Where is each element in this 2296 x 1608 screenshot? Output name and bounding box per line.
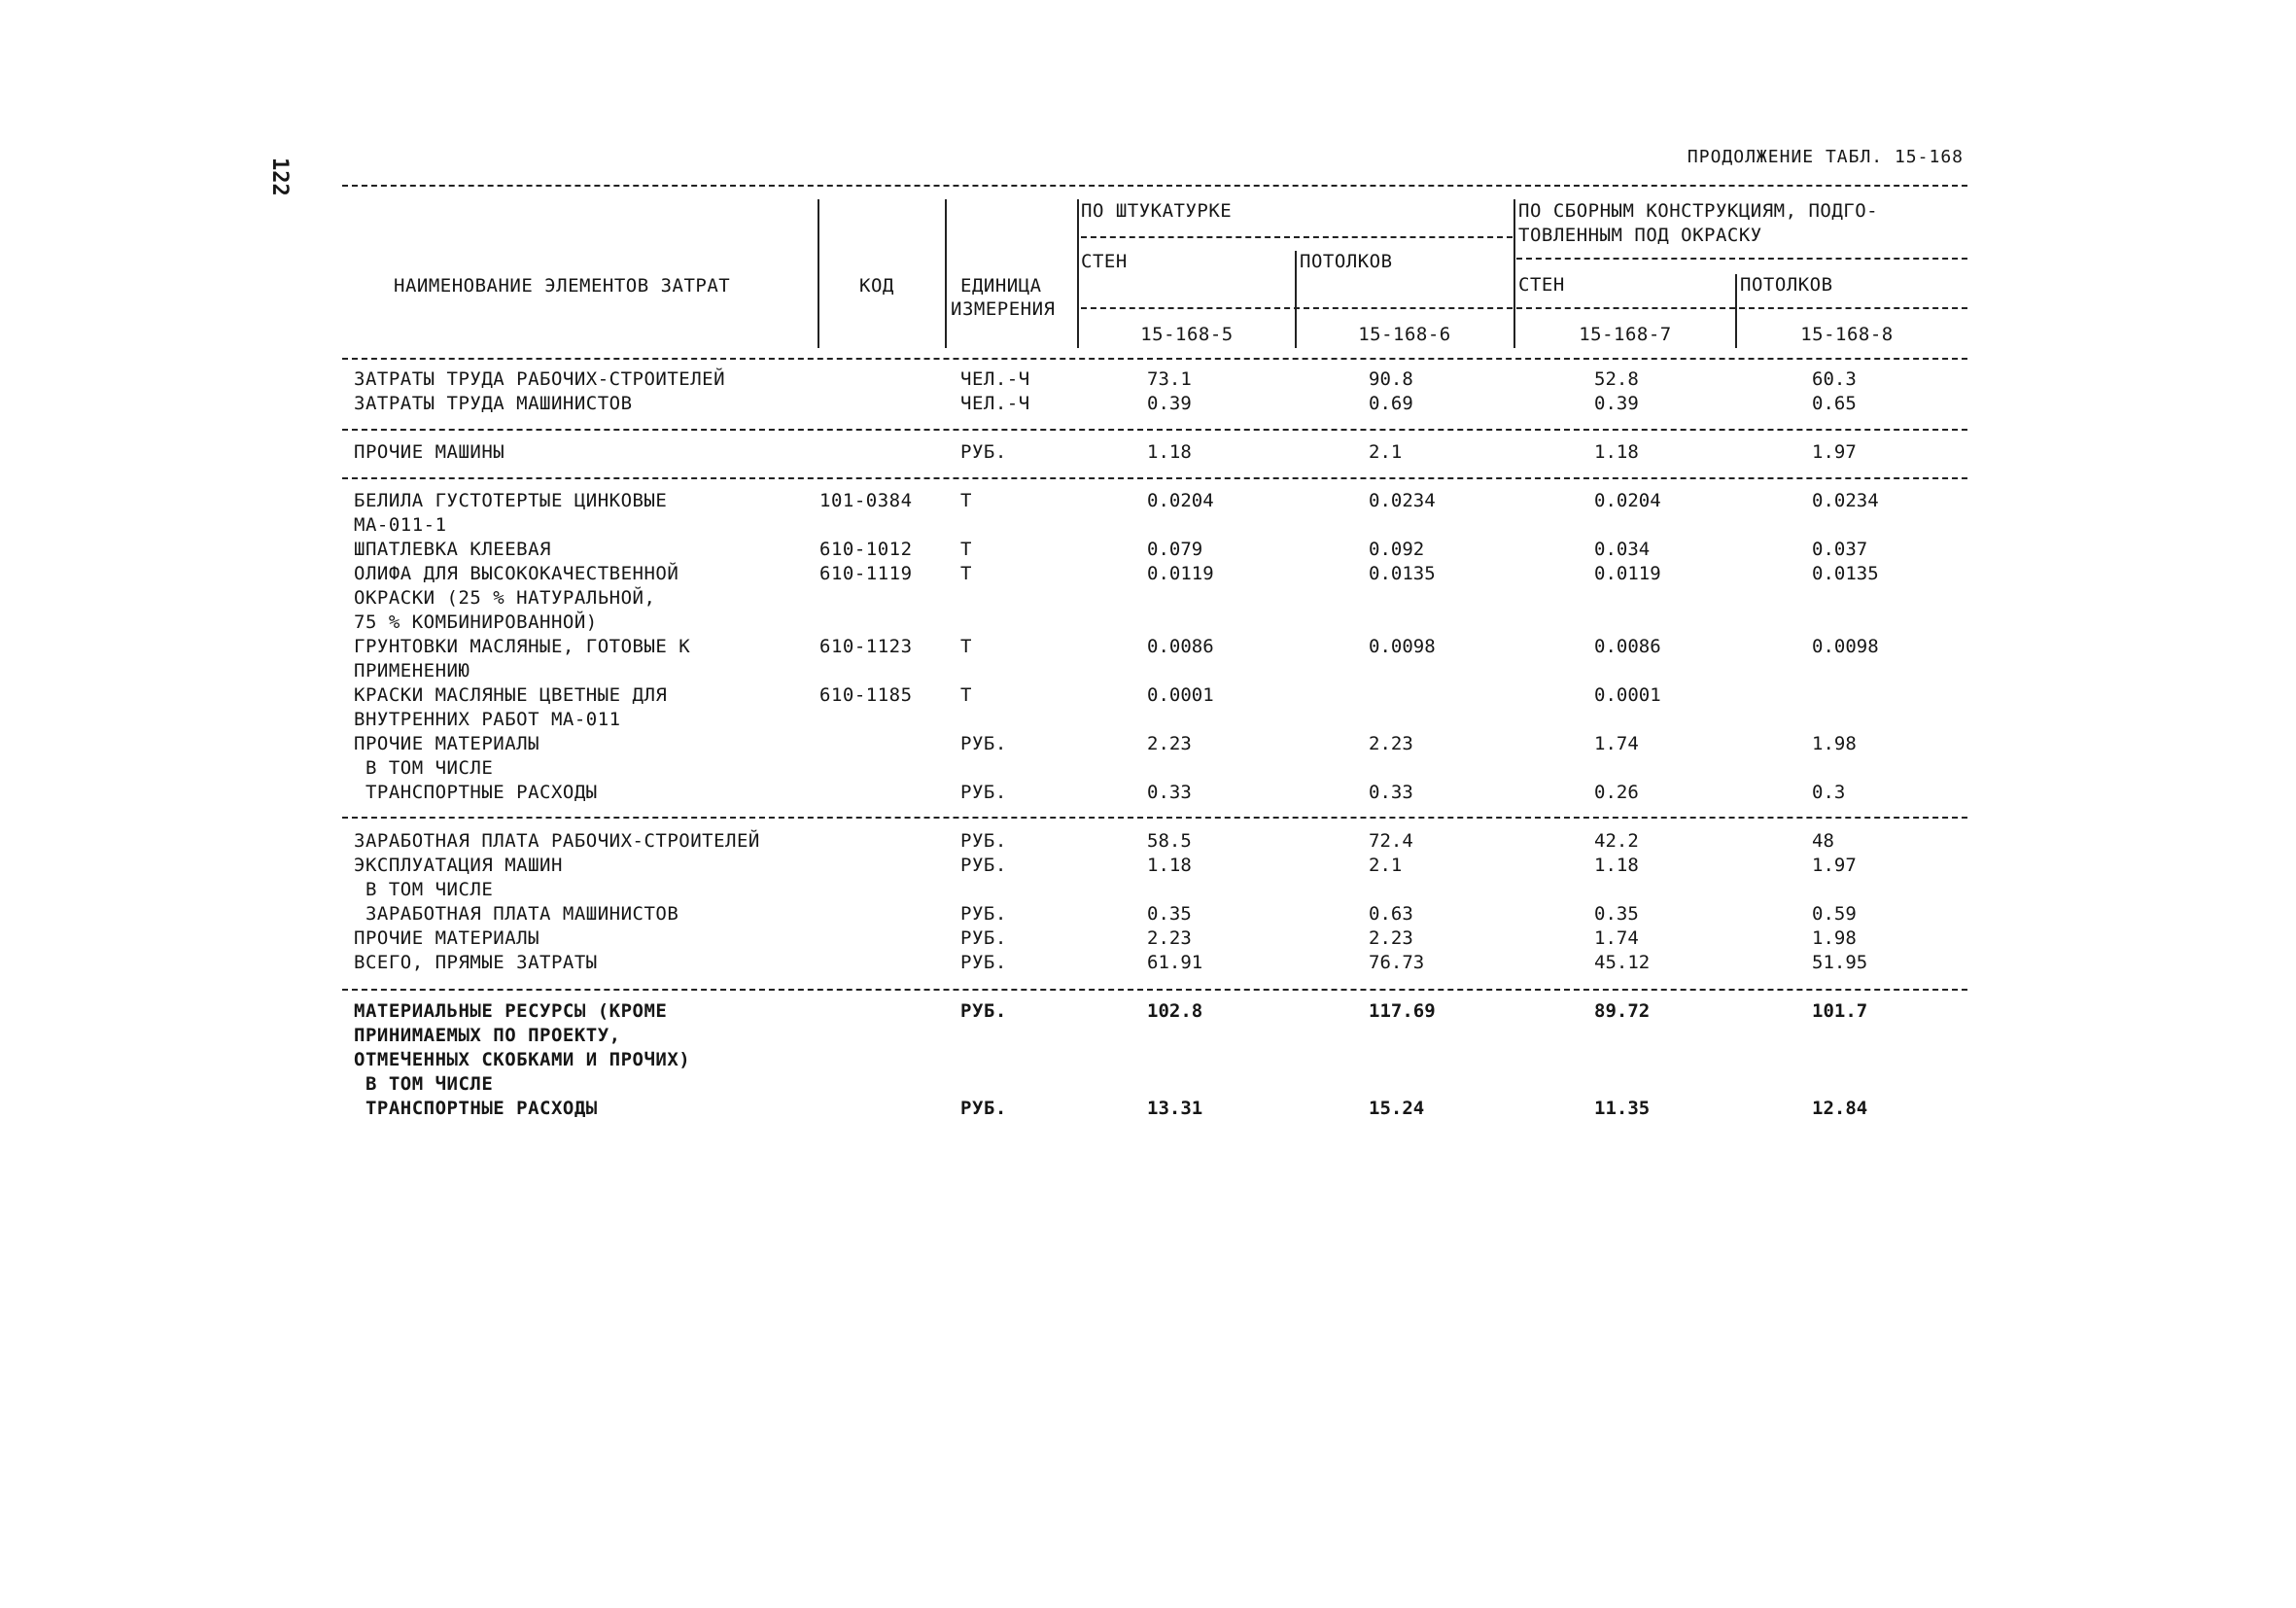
row-name-line: В ТОМ ЧИСЛЕ [354, 879, 494, 900]
row-unit: РУБ. [960, 733, 1007, 754]
row-value-col-2: 2.23 [1369, 927, 1413, 949]
row-value-col-4: 51.95 [1812, 952, 1868, 973]
row-unit: РУБ. [960, 1098, 1007, 1119]
col-code-2: 15-168-6 [1358, 324, 1451, 345]
row-name-line: ОКРАСКИ (25 % НАТУРАЛЬНОЙ, [354, 587, 656, 609]
row-value-col-1: 0.0086 [1147, 636, 1214, 657]
row-name-line: ПРИНИМАЕМЫХ ПО ПРОЕКТУ, [354, 1025, 621, 1046]
row-unit: РУБ. [960, 903, 1007, 925]
row-unit: РУБ. [960, 1000, 1007, 1022]
row-value-col-3: 0.39 [1594, 393, 1639, 414]
row-code: 610-1012 [819, 539, 913, 560]
row-value-col-1: 0.079 [1147, 539, 1203, 560]
section-rule-2 [342, 477, 1967, 479]
divider-walls-ceilings-1 [1295, 251, 1297, 348]
row-unit: Т [960, 684, 972, 706]
header-name: НАИМЕНОВАНИЕ ЭЛЕМЕНТОВ ЗАТРАТ [394, 275, 731, 297]
row-value-col-3: 0.26 [1594, 782, 1639, 803]
row-name-line: ВСЕГО, ПРЯМЫЕ ЗАТРАТЫ [354, 952, 598, 973]
row-value-col-4: 0.0234 [1812, 490, 1879, 511]
row-value-col-1: 0.0001 [1147, 684, 1214, 706]
row-value-col-3: 89.72 [1594, 1000, 1651, 1022]
row-name-line: ТРАНСПОРТНЫЕ РАСХОДЫ [354, 1098, 598, 1119]
row-name-line: ПРИМЕНЕНИЮ [354, 660, 470, 682]
row-name-line: МАТЕРИАЛЬНЫЕ РЕСУРСЫ (КРОМЕ [354, 1000, 668, 1022]
row-value-col-2: 0.0135 [1369, 563, 1436, 584]
row-name-line: ЗАРАБОТНАЯ ПЛАТА РАБОЧИХ-СТРОИТЕЛЕЙ [354, 830, 760, 852]
header-walls-1: СТЕН [1081, 251, 1128, 272]
row-unit: РУБ. [960, 952, 1007, 973]
row-unit: РУБ. [960, 782, 1007, 803]
header-group2-line1: ПО СБОРНЫМ КОНСТРУКЦИЯМ, ПОДГО- [1518, 200, 1879, 222]
section-rule-3 [342, 817, 1967, 819]
row-value-col-2: 15.24 [1369, 1098, 1425, 1119]
row-value-col-1: 102.8 [1147, 1000, 1203, 1022]
header-ceilings-1: ПОТОЛКОВ [1300, 251, 1393, 272]
divider-group1-group2 [1513, 199, 1515, 348]
row-value-col-2: 117.69 [1369, 1000, 1436, 1022]
row-name-line: ОТМЕЧЕННЫХ СКОБКАМИ И ПРОЧИХ) [354, 1049, 691, 1070]
row-value-col-1: 73.1 [1147, 368, 1192, 390]
row-value-col-2: 0.69 [1369, 393, 1413, 414]
row-code: 610-1185 [819, 684, 913, 706]
row-name-line: ЗАРАБОТНАЯ ПЛАТА МАШИНИСТОВ [354, 903, 679, 925]
row-value-col-1: 2.23 [1147, 733, 1192, 754]
codes-rule [1081, 307, 1967, 309]
row-name-line: ПРОЧИЕ МАТЕРИАЛЫ [354, 733, 540, 754]
row-name-line: ГРУНТОВКИ МАСЛЯНЫЕ, ГОТОВЫЕ К [354, 636, 691, 657]
row-value-col-1: 2.23 [1147, 927, 1192, 949]
row-name-line: ВНУТРЕННИХ РАБОТ МА-011 [354, 709, 621, 730]
row-value-col-4: 101.7 [1812, 1000, 1868, 1022]
row-value-col-3: 1.74 [1594, 927, 1639, 949]
table-top-rule [342, 185, 1967, 187]
row-name-line: ОЛИФА ДЛЯ ВЫСОКОКАЧЕСТВЕННОЙ [354, 563, 679, 584]
row-unit: РУБ. [960, 927, 1007, 949]
row-value-col-1: 1.18 [1147, 855, 1192, 876]
row-value-col-3: 1.18 [1594, 855, 1639, 876]
row-value-col-2: 0.33 [1369, 782, 1413, 803]
row-name-line: КРАСКИ МАСЛЯНЫЕ ЦВЕТНЫЕ ДЛЯ [354, 684, 668, 706]
row-value-col-4: 1.98 [1812, 733, 1857, 754]
row-code: 101-0384 [819, 490, 913, 511]
row-name-line: ПРОЧИЕ МАТЕРИАЛЫ [354, 927, 540, 949]
row-value-col-2: 72.4 [1369, 830, 1413, 852]
row-name-line: ЭКСПЛУАТАЦИЯ МАШИН [354, 855, 563, 876]
row-value-col-2: 0.0234 [1369, 490, 1436, 511]
row-name-line: БЕЛИЛА ГУСТОТЕРТЫЕ ЦИНКОВЫЕ [354, 490, 668, 511]
row-value-col-4: 1.97 [1812, 855, 1857, 876]
header-code: КОД [859, 275, 894, 297]
row-name-line: ШПАТЛЕВКА КЛЕЕВАЯ [354, 539, 551, 560]
row-value-col-4: 0.0098 [1812, 636, 1879, 657]
row-value-col-1: 0.35 [1147, 903, 1192, 925]
col-code-4: 15-168-8 [1800, 324, 1894, 345]
row-name-line: В ТОМ ЧИСЛЕ [354, 1073, 494, 1095]
row-value-col-1: 0.39 [1147, 393, 1192, 414]
section-rule-4 [342, 989, 1967, 991]
row-value-col-1: 0.0204 [1147, 490, 1214, 511]
col-code-1: 15-168-5 [1140, 324, 1234, 345]
row-value-col-1: 0.0119 [1147, 563, 1214, 584]
row-value-col-3: 0.0204 [1594, 490, 1661, 511]
row-unit: РУБ. [960, 830, 1007, 852]
row-value-col-2: 76.73 [1369, 952, 1425, 973]
row-unit: РУБ. [960, 855, 1007, 876]
row-value-col-4: 0.59 [1812, 903, 1857, 925]
row-value-col-4: 0.3 [1812, 782, 1846, 803]
row-unit: ЧЕЛ.-Ч [960, 368, 1030, 390]
row-value-col-4: 1.97 [1812, 441, 1857, 463]
group2-rule [1516, 258, 1967, 260]
row-value-col-2: 0.63 [1369, 903, 1413, 925]
row-value-col-1: 1.18 [1147, 441, 1192, 463]
row-value-col-4: 0.65 [1812, 393, 1857, 414]
continuation-title: ПРОДОЛЖЕНИЕ ТАБЛ. 15-168 [1687, 147, 1964, 167]
row-value-col-2: 90.8 [1369, 368, 1413, 390]
row-code: 610-1119 [819, 563, 913, 584]
col-code-3: 15-168-7 [1579, 324, 1672, 345]
row-unit: ЧЕЛ.-Ч [960, 393, 1030, 414]
header-unit-line2: ИЗМЕРЕНИЯ [951, 298, 1056, 320]
row-value-col-4: 0.0135 [1812, 563, 1879, 584]
row-value-col-3: 11.35 [1594, 1098, 1651, 1119]
row-name-line: МА-011-1 [354, 514, 447, 536]
row-unit: Т [960, 636, 972, 657]
row-value-col-3: 1.18 [1594, 441, 1639, 463]
row-name-line: ТРАНСПОРТНЫЕ РАСХОДЫ [354, 782, 598, 803]
header-group1: ПО ШТУКАТУРКЕ [1081, 200, 1233, 222]
row-value-col-1: 13.31 [1147, 1098, 1203, 1119]
row-value-col-4: 60.3 [1812, 368, 1857, 390]
row-name-line: ПРОЧИЕ МАШИНЫ [354, 441, 505, 463]
row-name-line: В ТОМ ЧИСЛЕ [354, 757, 494, 779]
page-number: 122 [267, 157, 292, 196]
row-value-col-1: 58.5 [1147, 830, 1192, 852]
row-value-col-2: 2.1 [1369, 441, 1403, 463]
row-unit: Т [960, 539, 972, 560]
row-value-col-4: 1.98 [1812, 927, 1857, 949]
row-name-line: ЗАТРАТЫ ТРУДА РАБОЧИХ-СТРОИТЕЛЕЙ [354, 368, 726, 390]
row-name-line: ЗАТРАТЫ ТРУДА МАШИНИСТОВ [354, 393, 633, 414]
divider-unit-values [1077, 199, 1079, 348]
header-ceilings-2: ПОТОЛКОВ [1740, 274, 1833, 296]
row-value-col-4: 0.037 [1812, 539, 1868, 560]
row-value-col-3: 0.0001 [1594, 684, 1661, 706]
row-unit: Т [960, 490, 972, 511]
row-value-col-3: 52.8 [1594, 368, 1639, 390]
header-bottom-rule [342, 358, 1967, 360]
row-value-col-3: 0.0086 [1594, 636, 1661, 657]
row-value-col-3: 0.35 [1594, 903, 1639, 925]
divider-walls-ceilings-2 [1735, 274, 1737, 348]
section-rule-1 [342, 429, 1967, 431]
group1-rule [1081, 236, 1513, 238]
row-value-col-2: 2.1 [1369, 855, 1403, 876]
header-unit-line1: ЕДИНИЦА [960, 275, 1042, 297]
row-value-col-3: 45.12 [1594, 952, 1651, 973]
row-name-line: 75 % КОМБИНИРОВАННОЙ) [354, 612, 598, 633]
row-code: 610-1123 [819, 636, 913, 657]
row-value-col-4: 12.84 [1812, 1098, 1868, 1119]
divider-name-code [818, 199, 819, 348]
header-walls-2: СТЕН [1518, 274, 1565, 296]
row-value-col-1: 0.33 [1147, 782, 1192, 803]
row-value-col-2: 0.0098 [1369, 636, 1436, 657]
row-value-col-3: 1.74 [1594, 733, 1639, 754]
row-value-col-4: 48 [1812, 830, 1834, 852]
row-value-col-2: 0.092 [1369, 539, 1425, 560]
row-unit: Т [960, 563, 972, 584]
row-value-col-3: 0.0119 [1594, 563, 1661, 584]
row-value-col-2: 2.23 [1369, 733, 1413, 754]
row-value-col-3: 0.034 [1594, 539, 1651, 560]
divider-code-unit [945, 199, 947, 348]
row-value-col-1: 61.91 [1147, 952, 1203, 973]
header-group2-line2: ТОВЛЕННЫМ ПОД ОКРАСКУ [1518, 225, 1762, 246]
row-value-col-3: 42.2 [1594, 830, 1639, 852]
row-unit: РУБ. [960, 441, 1007, 463]
